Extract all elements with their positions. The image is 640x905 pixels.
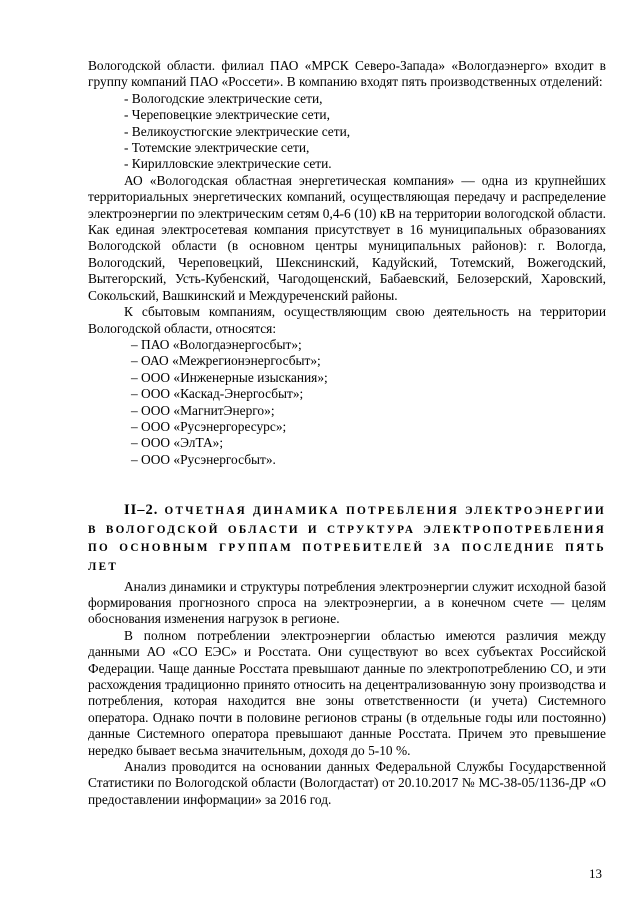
list-item: – ООО «ЭлТА»;	[131, 435, 224, 451]
list-item: – ООО «МагнитЭнерго»;	[131, 402, 275, 418]
vologda-company-paragraph: АО «Вологодская областная энергетическая компания» — одна из крупнейших территориальных энергетических компаний, осуществляющая передачу и распределение электроэнергии по электрическим сетям 0,4-6 (10) кВ на территории вологодской области. Как единая электросетевая компания присутствует в 16 муниципальных образованиях Вологодской области (в основном центры муниципальных районов): г. Вологда, Вологодский, Череповецкий, Шекснинский, Кадуйский, Тотемский, Вожегодский, Вытегорский, Усть-Кубенский, Чагодощенский, Бабаевский, Белозерский, Харовский, Сокольский, Вашкинский и Междуреченский районы.	[88, 172, 606, 303]
section-heading	[88, 501, 606, 576]
sales-intro-paragraph: К сбытовым компаниям, осуществляющим свою деятельность на территории Вологодской области, относятся:	[88, 304, 606, 336]
list-item: - Кирилловские электрические сети.	[124, 156, 332, 172]
list-item: - Великоустюгские электрические сети,	[124, 123, 351, 139]
list-item: – ООО «Инженерные изыскания»;	[131, 369, 328, 385]
page-content	[88, 58, 606, 808]
list-item: – ООО «Русэнергосбыт».	[131, 451, 276, 467]
body-paragraph-2: В полном потреблении электроэнергии областью имеются различия между данными АО «СО ЕЭС» и Росстата. Они существуют во всех субъектах Российской Федерации. Чаще данные Росстата превышают данные по электропотреблению СО, и эти расхождения традиционно принято относить на децентрализованную зону производства и потребления, которая находится вне зоны ответственности (и учета) Системного оператора. Однако почти в половине регионов страны (в отдельные годы или постоянно) данные Системного оператора превышают данные Росстата. Причем это превышение нередко бывает весьма значительным, доходя до 5-10 %.	[88, 627, 606, 758]
list-item: – ООО «Каскад-Энергосбыт»;	[131, 386, 304, 402]
list-item: - Тотемские электрические сети,	[124, 140, 310, 156]
list-item: – ОАО «Межрегионэнергосбыт»;	[131, 353, 321, 369]
section-number: II–2.	[124, 502, 159, 519]
body-paragraph-3: Анализ проводится на основании данных Федеральной Службы Государственной Статистики по Вологодской области (Вологдастат) от 20.10.2017 № МС-38-05/1136-ДР «О предоставлении информации» за 2016 год.	[88, 759, 606, 807]
intro-paragraph: Вологодской области. филиал ПАО «МРСК Северо-Запада» «Вологдаэнерго» входит в группу компаний ПАО «Россети». В компанию входят пять производственных отделений:	[88, 58, 606, 90]
list-item: – ПАО «Вологдаэнергосбыт»;	[131, 336, 302, 352]
section-title: ОТЧЕТНАЯ ДИНАМИКА ПОТРЕБЛЕНИЯ ЭЛЕКТРОЭНЕРГИИ В ВОЛОГОДСКОЙ ОБЛАСТИ И СТРУКТУРА ЭЛЕКТРОПОТРЕБЛЕНИЯ ПО ОСНОВНЫМ ГРУППАМ ПОТРЕБИТЕЛЕЙ ЗА ПОСЛЕДНИЕ ПЯТЬ ЛЕТ	[88, 505, 606, 573]
body-paragraph-1: Анализ динамики и структуры потребления электроэнергии служит исходной базой формирования прогнозного спроса на электроэнергии, а в конечном счете — целям обоснования изменения нагрузок в регионе.	[88, 578, 606, 627]
sales-companies-list	[88, 337, 606, 468]
list-item: - Вологодские электрические сети,	[124, 90, 323, 106]
list-item: – ООО «Русэнергоресурс»;	[131, 418, 287, 434]
list-item: - Череповецкие электрические сети,	[124, 107, 330, 123]
page-number: 13	[589, 866, 602, 881]
departments-list	[88, 91, 606, 173]
